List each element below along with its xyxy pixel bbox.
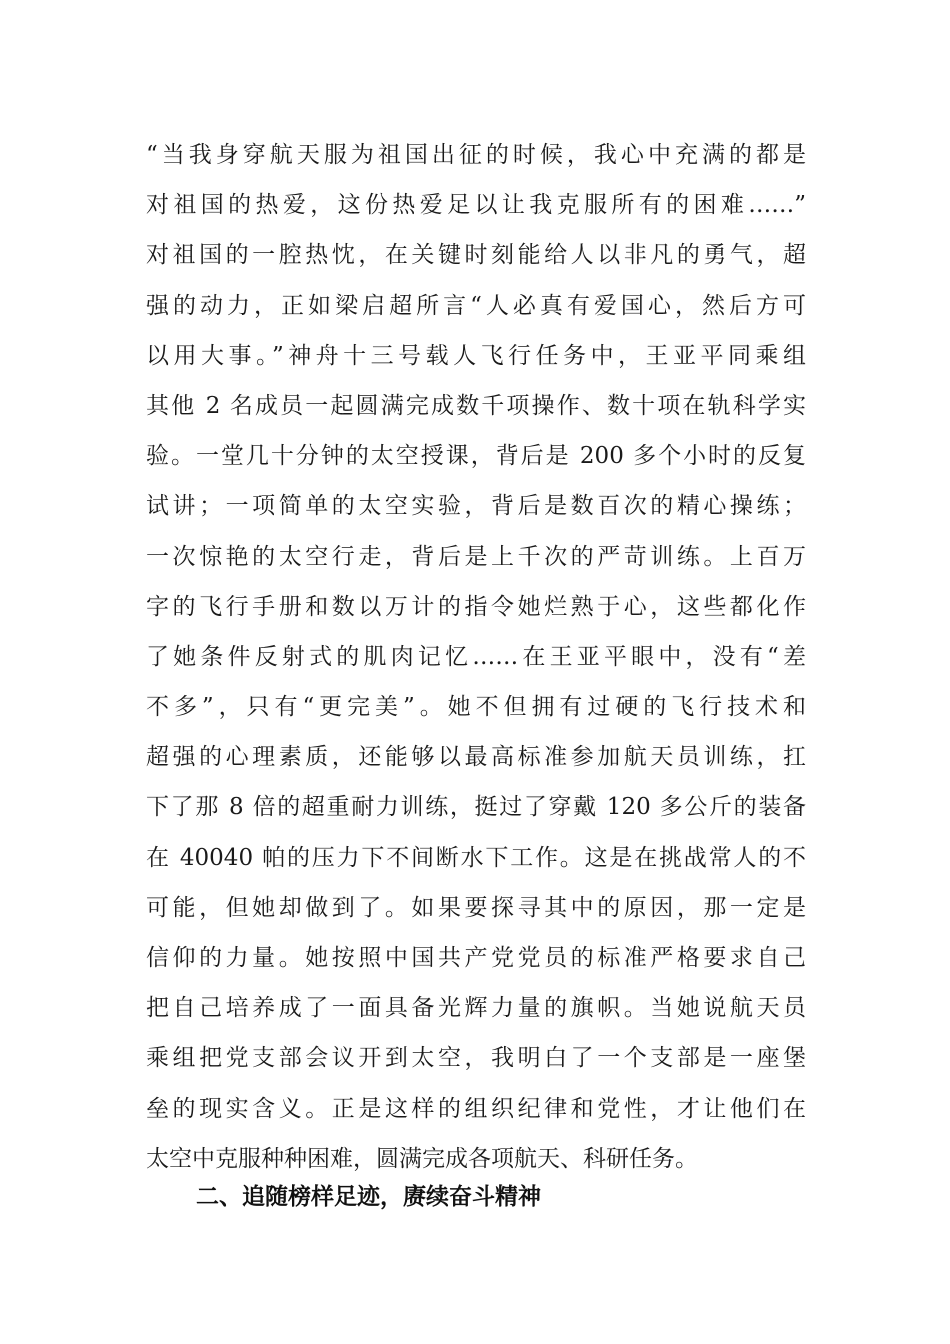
paragraph-line: 了她条件反射式的肌肉记忆……在王亚平眼中，没有“差 (146, 643, 806, 670)
paragraph-line: 强的动力，正如梁启超所言“人必真有爱国心，然后方可 (146, 292, 806, 319)
paragraph-line: 下了那 8 倍的超重耐力训练，挺过了穿戴 120 多公斤的装备 (146, 794, 806, 821)
paragraph-line: 乘组把党支部会议开到太空，我明白了一个支部是一座堡 (146, 1045, 806, 1072)
section-heading: 二、追随榜样足迹，赓续奋斗精神 (196, 1184, 541, 1210)
paragraph-line: 试讲；一项简单的太空实验，背后是数百次的精心操练； (146, 493, 806, 520)
paragraph-line: 字的飞行手册和数以万计的指令她烂熟于心，这些都化作 (146, 593, 806, 620)
paragraph-line: 在 40040 帕的压力下不间断水下工作。这是在挑战常人的不 (146, 844, 806, 871)
paragraph-line: 把自己培养成了一面具备光辉力量的旗帜。当她说航天员 (146, 995, 806, 1022)
paragraph-line: 对祖国的一腔热忱，在关键时刻能给人以非凡的勇气，超 (146, 242, 806, 269)
paragraph-line: 验。一堂几十分钟的太空授课，背后是 200 多个小时的反复 (146, 443, 806, 470)
paragraph-line: 以用大事。”神舟十三号载人飞行任务中，王亚平同乘组 (146, 342, 806, 369)
paragraph-line: 其他 2 名成员一起圆满完成数千项操作、数十项在轨科学实 (146, 392, 806, 419)
paragraph-line: 信仰的力量。她按照中国共产党党员的标准严格要求自己 (146, 945, 806, 971)
paragraph-line: 太空中克服种种困难，圆满完成各项航天、科研任务。 (146, 1145, 698, 1172)
paragraph-line: 超强的心理素质，还能够以最高标准参加航天员训练，扛 (146, 744, 806, 771)
paragraph-line: 可能，但她却做到了。如果要探寻其中的原因，那一定是 (146, 894, 806, 921)
paragraph-line: 垒的现实含义。正是这样的组织纪律和党性，才让他们在 (146, 1095, 806, 1122)
paragraph-line: 对祖国的热爱，这份热爱足以让我克服所有的困难……” (146, 192, 806, 219)
paragraph-line: 一次惊艳的太空行走，背后是上千次的严苛训练。上百万 (146, 543, 806, 570)
paragraph-line: 不多”，只有“更完美”。她不但拥有过硬的飞行技术和 (146, 694, 806, 721)
body-paragraph (146, 130, 806, 1184)
paragraph-line: “当我身穿航天服为祖国出征的时候，我心中充满的都是 (146, 142, 806, 168)
